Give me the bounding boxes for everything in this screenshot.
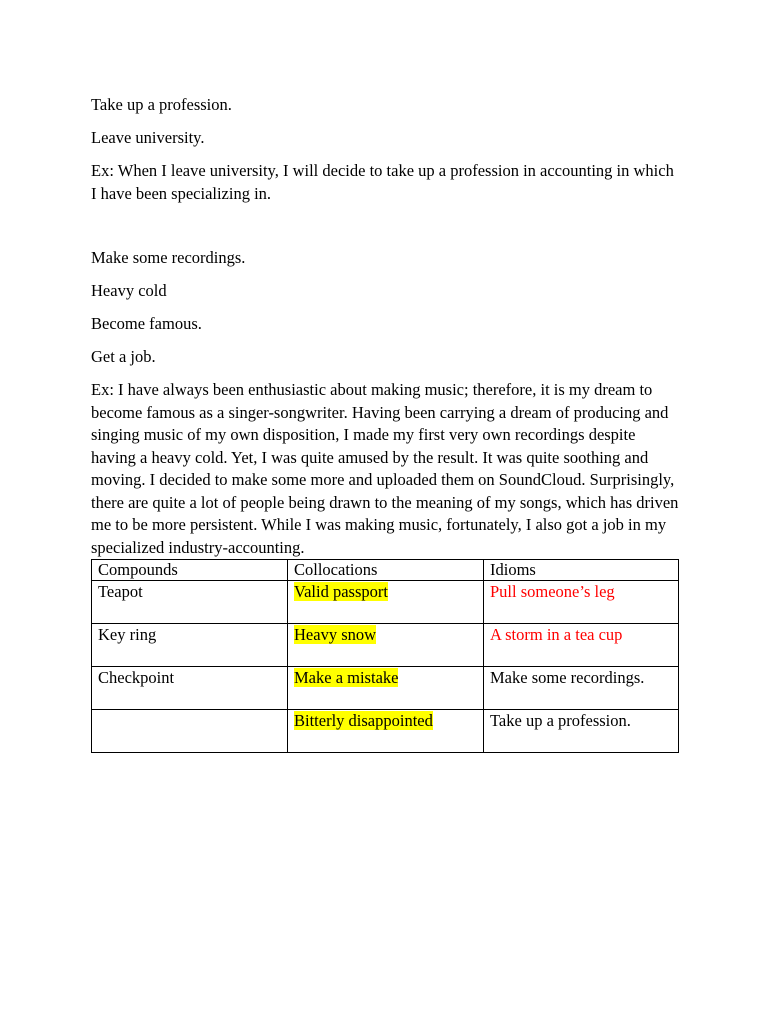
table-cell-collocation [288, 710, 484, 753]
table-cell-collocation [288, 581, 484, 624]
red-text: A storm in a tea cup [490, 625, 623, 644]
cell-text: Make some recordings. [490, 668, 645, 687]
header-cell-idioms: Idioms [484, 560, 679, 581]
table-cell-idiom [484, 581, 679, 624]
paragraph-heavy-cold: Heavy cold [91, 281, 167, 300]
document-page [91, 94, 681, 753]
table-cell-idiom [484, 667, 679, 710]
paragraph-get-job: Get a job. [91, 347, 156, 366]
highlighted-text: Bitterly disappointed [294, 711, 433, 730]
table-cell-idiom [484, 710, 679, 753]
table-row [92, 624, 679, 667]
paragraph-example-2: Ex: I have always been enthusiastic about making music; therefore, it is my dream to become famous as a singer-songwriter. Having been carrying a dream of producing and singing music of my own disposition, I made my first very own recordings despite having a heavy cold. Yet, I was quite amused by the result. It was quite soothing and moving. I decided to make some more and uploaded them on SoundCloud. Surprisingly, there are quite a lot of people being drawn to the meaning of my songs, which has driven me to be more persistent. While I was making music, fortunately, I also got a job in my specialized industry-accounting. [91, 380, 679, 557]
cell-text: Checkpoint [98, 668, 175, 687]
paragraph-make-recordings: Make some recordings. [91, 248, 246, 267]
table-cell-collocation [288, 667, 484, 710]
header-cell-collocations: Collocations [288, 560, 484, 581]
paragraph-leave-university: Leave university. [91, 128, 205, 147]
table-cell-compound [92, 710, 288, 753]
highlighted-text: Heavy snow [294, 625, 377, 644]
table-cell-idiom [484, 624, 679, 667]
table-cell-compound [92, 581, 288, 624]
cell-text: Take up a profession. [490, 711, 631, 730]
table-row [92, 667, 679, 710]
table-row [92, 581, 679, 624]
vocabulary-table [91, 559, 679, 753]
table-cell-compound [92, 624, 288, 667]
highlighted-text: Make a mistake [294, 668, 399, 687]
paragraph-example-1: Ex: When I leave university, I will decide to take up a profession in accounting in which I have been specializing in. [91, 161, 674, 203]
red-text: Pull someone’s leg [490, 582, 615, 601]
paragraph-become-famous: Become famous. [91, 314, 202, 333]
table-cell-collocation [288, 624, 484, 667]
highlighted-text: Valid passport [294, 582, 388, 601]
table-cell-compound [92, 667, 288, 710]
table-header-row [92, 560, 679, 581]
cell-text: Key ring [98, 625, 157, 644]
cell-text: Teapot [98, 582, 143, 601]
paragraph-take-up-profession: Take up a profession. [91, 95, 232, 114]
table-row [92, 710, 679, 753]
header-cell-compounds: Compounds [92, 560, 288, 581]
